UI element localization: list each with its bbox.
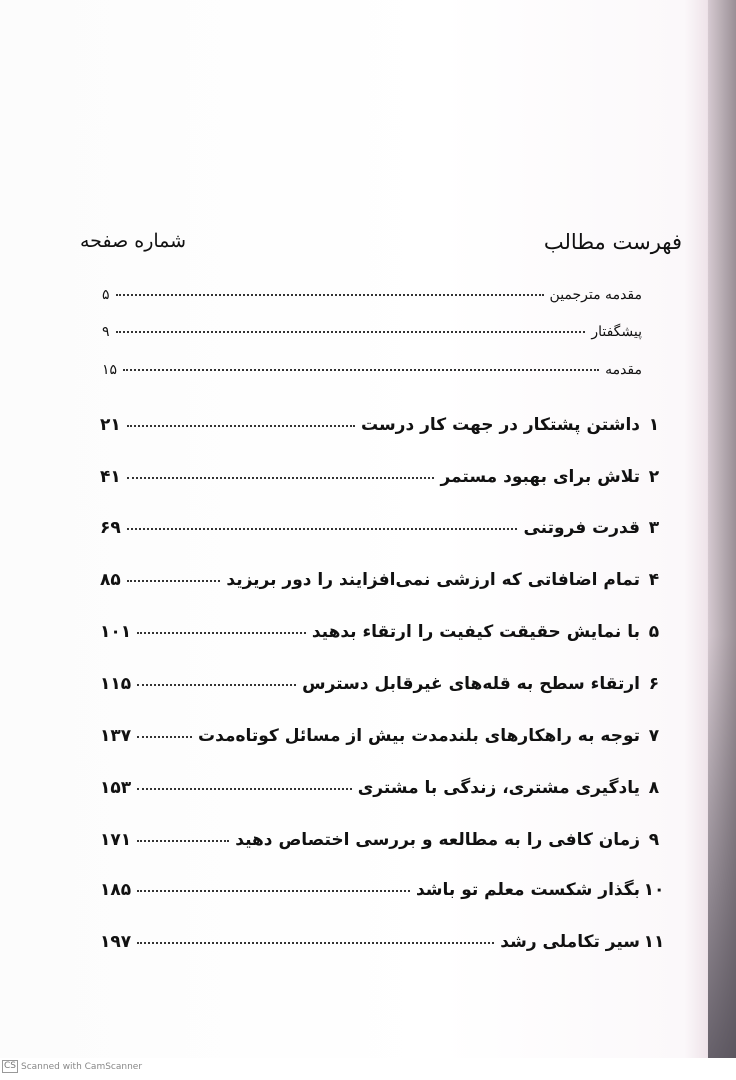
chapter-entry — [100, 570, 668, 590]
scanner-watermark — [2, 1060, 142, 1073]
chapter-title: قدرت فروتنی — [523, 518, 640, 538]
entry-page: ۱۵ — [102, 362, 118, 378]
chapter-number: ۵ — [648, 622, 660, 642]
chapter-entry — [100, 726, 668, 746]
dot-leader — [116, 331, 586, 333]
chapter-entry — [100, 622, 668, 642]
entry-label: پیشگفتار — [591, 324, 642, 340]
chapter-number: ۸ — [648, 778, 660, 798]
chapter-number: ۱ — [648, 415, 660, 435]
dot-leader — [137, 942, 494, 944]
chapter-title: با نمایش حقیقت کیفیت را ارتقاء بدهید — [311, 622, 640, 642]
chapter-title: تلاش برای بهبود مستمر — [440, 467, 640, 487]
dot-leader — [137, 788, 352, 790]
chapter-title: توجه به راهکارهای بلندمدت بیش از مسائل کوتاه‌مدت — [198, 726, 640, 746]
entry-page: ۹ — [102, 324, 110, 340]
chapter-title: بگذار شکست معلم تو باشد — [415, 880, 640, 900]
toc-entry — [102, 287, 642, 303]
chapter-title: داشتن پشتکار در جهت کار درست — [360, 415, 640, 435]
entry-label: مقدمه مترجمین — [549, 287, 642, 303]
chapter-entry — [100, 880, 668, 900]
dot-leader — [127, 528, 518, 530]
chapter-entry — [100, 518, 668, 538]
chapter-number: ۹ — [648, 830, 660, 850]
chapter-entry — [100, 415, 668, 435]
dot-leader — [116, 294, 544, 296]
chapter-number: ۲ — [648, 467, 660, 487]
chapter-number: ۶ — [648, 674, 660, 694]
chapter-page: ۸۵ — [100, 570, 121, 590]
entry-page: ۵ — [102, 287, 110, 303]
chapter-entry — [100, 467, 668, 487]
dot-leader — [137, 890, 410, 892]
chapter-number: ۱۱ — [643, 932, 665, 952]
page-number-column-heading: شماره صفحه — [80, 230, 187, 252]
watermark-text: Scanned with CamScanner — [21, 1061, 143, 1072]
chapter-page: ۱۹۷ — [100, 932, 132, 952]
chapter-page: ۲۱ — [100, 415, 121, 435]
chapter-page: ۶۹ — [100, 518, 121, 538]
dot-leader — [127, 477, 435, 479]
chapter-number: ۱۰ — [643, 880, 665, 900]
dot-leader — [137, 632, 306, 634]
chapter-title: ارتقاء سطح به قله‌های غیرقابل دسترس — [302, 674, 640, 694]
camscanner-logo-icon: CS — [4, 1061, 16, 1071]
dot-leader — [123, 369, 599, 371]
toc-header — [80, 230, 682, 260]
entry-label: مقدمه — [605, 362, 642, 378]
chapter-entry — [100, 674, 668, 694]
chapter-page: ۱۸۵ — [100, 880, 132, 900]
dot-leader — [137, 736, 192, 738]
chapter-entry — [100, 830, 668, 850]
toc-entry — [102, 324, 642, 340]
dot-leader — [127, 425, 355, 427]
chapter-title: زمان کافی را به مطالعه و بررسی اختصاص دهید — [235, 830, 640, 850]
chapter-page: ۱۰۱ — [100, 622, 132, 642]
chapter-title: سیر تکاملی رشد — [500, 932, 640, 952]
dot-leader — [137, 684, 296, 686]
chapter-title: تمام اضافاتی که ارزشی نمی‌افزایند را دور بریزید — [226, 570, 640, 590]
toc-title: فهرست مطالب — [543, 230, 682, 254]
dot-leader — [127, 580, 221, 582]
chapter-page: ۱۵۳ — [100, 778, 132, 798]
chapter-page: ۱۷۱ — [100, 830, 132, 850]
chapter-page: ۴۱ — [100, 467, 121, 487]
chapter-title: یادگیری مشتری، زندگی با مشتری — [357, 778, 640, 798]
chapter-number: ۷ — [648, 726, 660, 746]
chapter-number: ۳ — [648, 518, 660, 538]
chapter-page: ۱۳۷ — [100, 726, 132, 746]
chapter-entry — [100, 932, 668, 952]
chapter-page: ۱۱۵ — [100, 674, 132, 694]
chapter-number: ۴ — [648, 570, 660, 590]
toc-entry — [102, 362, 642, 378]
dot-leader — [137, 840, 229, 842]
chapter-entry — [100, 778, 668, 798]
